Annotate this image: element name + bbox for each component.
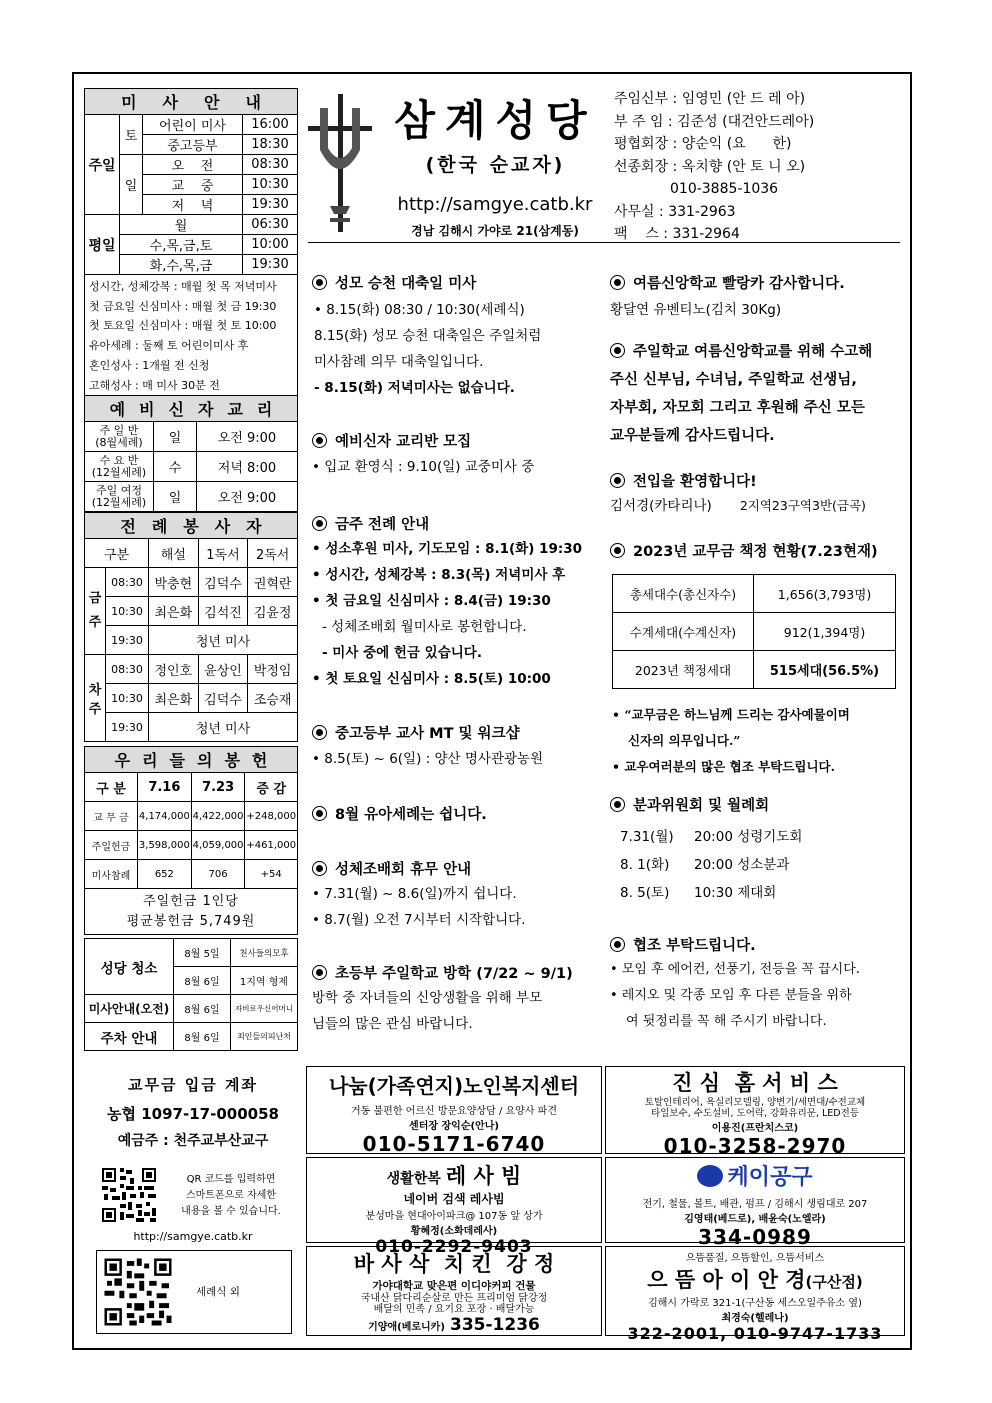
section-cooperation bbox=[610, 934, 902, 1035]
notice-line: • 입교 환영식 : 9.10(일) 교중미사 중 bbox=[312, 459, 535, 475]
section-title: 초등부 주일학교 방학 (7/22 ~ 9/1) bbox=[335, 966, 573, 982]
mass-name: 오 전 bbox=[143, 155, 243, 175]
newcomer-area: 2지역23구역3반(금곡) bbox=[739, 498, 866, 513]
col-header: 해설 bbox=[149, 539, 199, 568]
mass-table bbox=[84, 88, 298, 398]
staff-list bbox=[614, 88, 904, 246]
staff-funeral: 선종회장 : 옥치향 (안 토 니 오) bbox=[614, 158, 806, 175]
section-thanks-school bbox=[610, 338, 902, 450]
section-school-vacation bbox=[312, 962, 602, 1037]
qr-code-icon[interactable] bbox=[100, 1166, 158, 1224]
mass-time: 19:30 bbox=[243, 195, 298, 215]
ad-contact bbox=[307, 1315, 601, 1335]
commentator: 정인호 bbox=[149, 655, 199, 684]
class-name-text: 수 요 반 bbox=[99, 453, 139, 467]
value-716: 3,598,000 bbox=[138, 831, 192, 860]
ad-pretitle: 생활한복 bbox=[386, 1171, 441, 1187]
reader-2: 조승재 bbox=[248, 684, 298, 713]
note-line: 혼인성사 : 1개월 전 신청 bbox=[89, 358, 210, 372]
this-week-label: 금주 bbox=[85, 568, 106, 655]
qr-caption: 세례식 외 bbox=[196, 1286, 240, 1298]
col-header: 구 분 bbox=[85, 773, 138, 802]
office-phone: 사무실 : 331-2963 bbox=[614, 203, 736, 220]
catechumen-table bbox=[84, 395, 298, 512]
section-infant-baptism bbox=[312, 803, 602, 824]
bullet-icon bbox=[312, 433, 327, 448]
value-716: 652 bbox=[138, 860, 192, 889]
ad-k-tools[interactable] bbox=[605, 1157, 905, 1249]
notice-line: • 성시간, 성체강복 : 8.3(목) 저녁미사 후 bbox=[312, 567, 566, 583]
note-line: 첫 금요일 신심미사 : 매월 첫 금 19:30 bbox=[89, 299, 277, 313]
ad-line: 배달의 민족 / 요기요 포장 · 배달가능 bbox=[373, 1304, 535, 1315]
section-title: 여름신앙학교 빨랑카 감사합니다. bbox=[633, 276, 845, 292]
note-line: 첫 토요일 신심미사 : 매월 첫 토 10:00 bbox=[89, 319, 277, 333]
average-offering bbox=[85, 889, 298, 935]
value-diff: +461,000 bbox=[245, 831, 298, 860]
class-day: 일 bbox=[154, 422, 197, 452]
mass-name: 어린이 미사 bbox=[143, 115, 243, 135]
duty-group: 자비로우신어머니 bbox=[231, 995, 298, 1023]
staff-assistant: 부 주 임 : 김준성 (대건안드레아) bbox=[614, 113, 815, 130]
ad-line: 가야대학교 맞은편 이디야커피 건물 bbox=[372, 1280, 536, 1292]
class-baptism: (12월세례) bbox=[91, 465, 147, 479]
bullet-icon bbox=[610, 543, 625, 558]
parking-label: 주차 안내 bbox=[85, 1023, 174, 1051]
ad-senior-center[interactable] bbox=[306, 1066, 602, 1154]
notice-line: 황달연 유벤티노(김치 30Kg) bbox=[610, 302, 782, 318]
reader-2: 박정임 bbox=[248, 655, 298, 684]
church-url[interactable]: http://samgye.catb.kr bbox=[397, 194, 593, 215]
cleaning-label: 성당 청소 bbox=[85, 939, 174, 995]
bullet-icon bbox=[312, 965, 327, 980]
mass-time: 10:30 bbox=[106, 597, 149, 626]
notice-line: • 7.31(월) ~ 8.6(일)까지 쉽니다. bbox=[312, 886, 517, 902]
col-header: 1독서 bbox=[198, 539, 248, 568]
youth-mass: 청년 미사 bbox=[149, 626, 298, 655]
ad-line: 국내산 닭다리순살로 만든 프리미엄 닭강정 bbox=[360, 1293, 548, 1304]
ad-line: 이용진(프란치스코) bbox=[711, 1123, 799, 1134]
tithe-value: 912(1,394명) bbox=[754, 613, 896, 651]
class-name bbox=[85, 482, 154, 512]
tithe-key: 총세대수(총신자수) bbox=[613, 575, 754, 613]
bullet-icon bbox=[312, 275, 327, 290]
catechumen-header: 예비신자교리 bbox=[85, 396, 298, 422]
notice-line: 교우분들께 감사드립니다. bbox=[610, 428, 775, 444]
commentator: 최은화 bbox=[149, 597, 199, 626]
ad-title-row bbox=[606, 1264, 904, 1294]
section-title: 협조 부탁드립니다. bbox=[633, 938, 756, 954]
offering-table bbox=[84, 746, 298, 935]
mass-name: 화,수,목,금 bbox=[120, 255, 243, 275]
average-line-2: 평균봉헌금 5,749원 bbox=[126, 913, 256, 929]
qr-line: 내용을 볼 수 있습니다. bbox=[181, 1206, 281, 1217]
section-adoration bbox=[312, 858, 602, 933]
row-label: 교 무 금 bbox=[85, 802, 138, 831]
tithe-key: 2023년 책정세대 bbox=[613, 651, 754, 689]
tithe-value: 1,656(3,793명) bbox=[754, 575, 896, 613]
duties-table bbox=[84, 938, 298, 1051]
ad-line: 분성마을 현대아이파크@ 107동 앞 상가 bbox=[365, 1211, 543, 1222]
bullet-icon bbox=[610, 937, 625, 952]
section-liturgy-guide bbox=[312, 513, 602, 692]
section-title-row bbox=[312, 962, 602, 983]
value-723: 4,059,000 bbox=[191, 831, 245, 860]
section-assumption bbox=[312, 272, 602, 293]
value-diff: +248,000 bbox=[245, 802, 298, 831]
mass-time: 19:30 bbox=[106, 713, 149, 742]
note-line: 고해성사 : 매 미사 30분 전 bbox=[89, 378, 220, 392]
meeting-event: 20:00 성소분과 bbox=[694, 857, 790, 873]
notice-line: 여 뒷정리를 꼭 해 주시기 바랍니다. bbox=[626, 1014, 827, 1029]
value-723: 706 bbox=[191, 860, 245, 889]
col-header: 구분 bbox=[85, 539, 149, 568]
class-name bbox=[85, 452, 154, 482]
ad-line: 타일보수, 수도설비, 도어락, 강화유리문, LED전등 bbox=[651, 1108, 859, 1119]
section-thanks-summer bbox=[610, 272, 902, 323]
section-title-row bbox=[312, 430, 602, 451]
mass-notes bbox=[85, 275, 298, 398]
reader-1: 윤상인 bbox=[198, 655, 248, 684]
notice-line: - 성체조배회 월미사로 봉헌합니다. bbox=[322, 619, 527, 635]
youth-mass: 청년 미사 bbox=[149, 713, 298, 742]
section-title: 분과위원회 및 월례회 bbox=[633, 798, 770, 814]
newcomer-name: 김서경(카타리나) bbox=[610, 498, 712, 514]
next-week-label: 차주 bbox=[85, 655, 106, 742]
notice-line: • 8.15(화) 08:30 / 10:30(세례식) bbox=[314, 302, 525, 318]
col-header: 7.16 bbox=[138, 773, 192, 802]
class-time: 오전 9:00 bbox=[197, 422, 298, 452]
ad-title: 으 뜸 아 이 안 경 bbox=[647, 1268, 806, 1292]
commentator: 최은화 bbox=[149, 684, 199, 713]
church-subtitle: (한국 순교자) bbox=[425, 154, 566, 176]
notices-column-middle bbox=[312, 272, 602, 401]
liturgy-header: 전례봉사자 bbox=[85, 513, 298, 539]
notice-line: • 8.5(토) ~ 6(일) : 양산 명사관광농원 bbox=[312, 751, 544, 767]
meeting-date: 8. 1(화) bbox=[620, 857, 670, 873]
value-723: 4,422,000 bbox=[191, 802, 245, 831]
ad-line: 황혜정(소화데레사) bbox=[410, 1226, 498, 1237]
mass-name: 월 bbox=[120, 215, 243, 235]
notice-line: • 레지오 및 각종 모임 후 다른 분들을 위하 bbox=[610, 988, 852, 1003]
section-teacher-mt bbox=[312, 722, 602, 772]
notice-line: • 성소후원 미사, 기도모임 : 8.1(화) 19:30 bbox=[312, 541, 583, 557]
bullet-icon bbox=[610, 275, 625, 290]
class-day: 수 bbox=[154, 452, 197, 482]
mass-time: 16:00 bbox=[243, 115, 298, 135]
commentator: 박충현 bbox=[149, 568, 199, 597]
notice-line: - 8.15(화) 저녁미사는 없습니다. bbox=[314, 380, 515, 396]
notice-line bbox=[610, 338, 902, 366]
sunday-label: 주일 bbox=[85, 115, 120, 215]
reader-1: 김덕수 bbox=[198, 568, 248, 597]
note-line: 성시간, 성체강복 : 매월 첫 목 저녁미사 bbox=[89, 280, 277, 293]
notice-line: • 모임 후 에어컨, 선풍기, 전등을 꼭 끕시다. bbox=[610, 962, 860, 977]
offering-header: 우리들의봉헌 bbox=[85, 747, 298, 773]
section-title: 중고등부 교사 MT 및 워크샵 bbox=[335, 726, 520, 742]
staff-council: 평협회장 : 양순익 (요 한) bbox=[614, 136, 792, 152]
mass-name: 수,목,금,토 bbox=[120, 235, 243, 255]
reader-1: 김덕수 bbox=[198, 684, 248, 713]
mass-time: 08:30 bbox=[106, 568, 149, 597]
qr-line: 스마트폰으로 자세한 bbox=[185, 1190, 277, 1201]
col-header: 7.23 bbox=[191, 773, 245, 802]
mass-header: 미사안내 bbox=[85, 89, 298, 115]
ad-line: 토탈인테리어, 욕실리모델링, 양변기/세면대/수전교체 bbox=[644, 1097, 866, 1108]
class-baptism: (12월세례) bbox=[91, 495, 147, 509]
tithe-key: 수계세대(수계신자) bbox=[613, 613, 754, 651]
mass-time: 19:30 bbox=[243, 255, 298, 275]
ad-title-row bbox=[606, 1160, 904, 1191]
ad-line: 거동 불편한 어르신 방문요양상담 / 요양사 파견 bbox=[351, 1106, 557, 1117]
section-title-row bbox=[610, 272, 902, 293]
mass-name: 교 중 bbox=[143, 175, 243, 195]
section-title: 8월 유아세례는 쉽니다. bbox=[335, 807, 487, 823]
class-day: 일 bbox=[154, 482, 197, 512]
duty-date: 8월 6일 bbox=[174, 995, 231, 1023]
meeting-date: 7.31(월) bbox=[620, 829, 674, 845]
church-address: 경남 김해시 가야로 21(삼계동) bbox=[411, 224, 579, 238]
bullet-icon bbox=[312, 725, 327, 740]
weekday-label: 평일 bbox=[85, 215, 120, 275]
duty-group: 죄인들의피난처 bbox=[231, 1023, 298, 1051]
ad-title: 진 심 홈 서 비 스 bbox=[672, 1071, 838, 1095]
section-title-row bbox=[312, 858, 602, 879]
ad-phone: 322-2001, 010-9747-1733 bbox=[627, 1324, 883, 1343]
ad-home-service[interactable] bbox=[605, 1066, 905, 1158]
value-716: 4,174,000 bbox=[138, 802, 192, 831]
bank-account-box bbox=[86, 1066, 300, 1156]
meeting-line bbox=[620, 851, 902, 879]
ad-phone: 010-5171-6740 bbox=[362, 1132, 546, 1156]
meeting-date: 8. 5(토) bbox=[620, 885, 670, 901]
notice-line: 님들의 많은 관심 바랍니다. bbox=[312, 1016, 473, 1032]
bullet-icon bbox=[312, 516, 327, 531]
section-title-row bbox=[610, 794, 902, 815]
section-title-row bbox=[610, 540, 902, 561]
bullet-icon bbox=[312, 806, 327, 821]
account-holder: 예금주 : 천주교부산교구 bbox=[117, 1133, 269, 1149]
class-name-text: 주일 여정 bbox=[95, 483, 142, 497]
tithe-quote bbox=[612, 702, 904, 780]
qr-instructions bbox=[166, 1172, 296, 1220]
mass-time: 08:30 bbox=[106, 655, 149, 684]
ad-title: 케이공구 bbox=[727, 1165, 813, 1190]
average-line-1: 주일헌금 1인당 bbox=[143, 893, 239, 909]
duty-date: 8월 6일 bbox=[174, 1023, 231, 1051]
notice-line bbox=[610, 493, 902, 519]
k-logo-icon bbox=[697, 1165, 723, 1187]
mass-time: 10:00 bbox=[243, 235, 298, 255]
mass-time: 08:30 bbox=[243, 155, 298, 175]
ad-chicken[interactable] bbox=[306, 1246, 602, 1336]
section-title-row bbox=[610, 934, 902, 955]
duty-group: 천사들의모후 bbox=[231, 939, 298, 967]
section-title-row bbox=[312, 513, 602, 534]
ad-phone: 334-0989 bbox=[698, 1225, 812, 1249]
sunday-day-label: 일 bbox=[120, 155, 143, 215]
notice-line: 미사참례 의무 대축일입니다. bbox=[314, 354, 484, 370]
ad-line: 네이버 검색 레사빔 bbox=[403, 1192, 505, 1206]
notice-line: 방학 중 자녀들의 신앙생활을 위해 부모 bbox=[312, 990, 543, 1006]
section-title-row bbox=[312, 722, 602, 743]
account-title: 교무금 입금 계좌 bbox=[128, 1076, 258, 1094]
ad-branch: (구산점) bbox=[805, 1273, 863, 1291]
ad-line: 전기, 철물, 볼트, 배관, 펌프 / 김해시 생림대로 207 bbox=[642, 1199, 868, 1210]
ad-title: 나눔(가족연지)노인복지센터 bbox=[328, 1074, 580, 1098]
qr-url[interactable]: http://samgye.catb.kr bbox=[133, 1230, 253, 1243]
class-baptism: (8월세례) bbox=[95, 435, 143, 449]
fax-number: 팩 스 : 331-2964 bbox=[614, 226, 740, 242]
section-catechumen bbox=[312, 430, 602, 480]
meeting-line bbox=[620, 823, 902, 851]
notice-line: • 첫 토요일 신심미사 : 8.5(토) 10:00 bbox=[312, 671, 551, 687]
mass-time: 06:30 bbox=[243, 215, 298, 235]
liturgy-table bbox=[84, 512, 298, 742]
qr-line: QR 코드를 입력하면 bbox=[186, 1174, 276, 1185]
ad-line: 최경숙(헬레나) bbox=[721, 1313, 789, 1324]
note-line: 유아세례 : 둘째 토 어린이미사 후 bbox=[89, 339, 249, 353]
notice-line: • 첫 금요일 신심미사 : 8.4(금) 19:30 bbox=[312, 593, 551, 609]
section-title: 예비신자 교리반 모집 bbox=[335, 434, 472, 450]
col-header: 2독서 bbox=[248, 539, 298, 568]
notice-line: • 8.7(월) 오전 7시부터 시작합니다. bbox=[312, 912, 526, 928]
tithe-table bbox=[612, 574, 896, 689]
bullet-icon bbox=[312, 861, 327, 876]
quote-line: • 교우여러분의 많은 협조 부탁드립니다. bbox=[612, 759, 835, 774]
section-title: 2023년 교무금 책정 현황(7.23현재) bbox=[633, 544, 878, 560]
section-title: 성체조배회 휴무 안내 bbox=[335, 862, 472, 878]
meeting-line bbox=[620, 879, 902, 907]
mass-time: 19:30 bbox=[106, 626, 149, 655]
bullet-icon bbox=[610, 343, 625, 358]
quote-line: • “교무금은 하느님께 드리는 감사예물이며 bbox=[612, 707, 850, 722]
col-header: 증 감 bbox=[245, 773, 298, 802]
value-diff: +54 bbox=[245, 860, 298, 889]
ad-title-row bbox=[307, 1160, 601, 1190]
bullet-icon bbox=[610, 797, 625, 812]
notice-line: 8.15(화) 성모 승천 대축일은 주일처럼 bbox=[314, 328, 542, 344]
bullet-icon bbox=[610, 473, 625, 488]
staff-priest: 주임신부 : 임영민 (안 드 레 아) bbox=[614, 91, 806, 107]
ad-owner: 기양애(베로니카) bbox=[368, 1322, 445, 1333]
ad-line: 으뜸품질, 으뜸할인, 으뜸서비스 bbox=[685, 1253, 825, 1264]
notice-text: 주일학교 여름신앙학교를 위해 수고해 bbox=[633, 344, 873, 360]
ad-phone: 010-3258-2970 bbox=[663, 1134, 847, 1158]
class-name bbox=[85, 422, 154, 452]
row-label: 미사참례 bbox=[85, 860, 138, 889]
ad-line: 김영태(베드로), 배윤숙(노엘라) bbox=[684, 1214, 826, 1225]
meeting-event: 20:00 성령기도회 bbox=[694, 829, 803, 845]
class-name-text: 주 일 반 bbox=[99, 423, 139, 437]
section-title: 금주 전례 안내 bbox=[335, 517, 430, 533]
mass-time: 10:30 bbox=[243, 175, 298, 195]
notice-line: - 미사 중에 헌금 있습니다. bbox=[322, 645, 482, 661]
usher-label: 미사안내(오전) bbox=[85, 995, 174, 1023]
section-title: 전입을 환영합니다! bbox=[633, 474, 757, 490]
ad-title: 바 사 삭 치 킨 강 정 bbox=[353, 1252, 555, 1276]
section-title-row bbox=[610, 470, 902, 491]
duty-date: 8월 6일 bbox=[174, 967, 231, 995]
section-tithe-status bbox=[610, 540, 902, 561]
ad-hanbok[interactable] bbox=[306, 1157, 602, 1257]
reader-1: 김석진 bbox=[198, 597, 248, 626]
section-title: 성모 승천 대축일 미사 bbox=[335, 276, 477, 292]
class-time: 오전 9:00 bbox=[197, 482, 298, 512]
ad-phone: 335-1236 bbox=[450, 1315, 540, 1335]
section-welcome bbox=[610, 470, 902, 519]
saturday-label: 토 bbox=[120, 115, 143, 155]
notice-line: 주신 신부님, 수녀님, 주일학교 선생님, bbox=[610, 372, 857, 388]
church-name: 삼계성당 bbox=[394, 96, 597, 145]
ad-title: 레 사 빔 bbox=[445, 1164, 522, 1188]
duty-group: 1지역 형제 bbox=[231, 967, 298, 995]
mass-name: 중고등부 bbox=[143, 135, 243, 155]
staff-funeral-phone: 010-3885-1036 bbox=[670, 181, 779, 197]
section-committee bbox=[610, 794, 902, 907]
church-logo-icon bbox=[300, 88, 380, 238]
ad-optical[interactable] bbox=[605, 1246, 905, 1343]
mass-time: 18:30 bbox=[243, 135, 298, 155]
reader-2: 김윤정 bbox=[248, 597, 298, 626]
meeting-event: 10:30 제대회 bbox=[694, 885, 777, 901]
tithe-value: 515세대(56.5%) bbox=[754, 651, 896, 689]
class-time: 저녁 8:00 bbox=[197, 452, 298, 482]
quote-line: 신자의 의무입니다.” bbox=[628, 733, 741, 748]
mass-time: 10:30 bbox=[106, 684, 149, 713]
row-label: 주일헌금 bbox=[85, 831, 138, 860]
ad-line: 김해시 가락로 321-1(구산동 세스오일주유소 옆) bbox=[648, 1298, 862, 1309]
ad-line: 센터장 장익순(안나) bbox=[409, 1121, 499, 1132]
qr-code-icon[interactable] bbox=[102, 1256, 174, 1328]
duty-date: 8월 5일 bbox=[174, 939, 231, 967]
reader-2: 권혁란 bbox=[248, 568, 298, 597]
account-number: 농협 1097-17-000058 bbox=[107, 1105, 279, 1123]
notice-line: 자부회, 자모회 그리고 후원해 주신 모든 bbox=[610, 400, 865, 416]
mass-name: 저 녁 bbox=[143, 195, 243, 215]
section-title-row bbox=[312, 803, 602, 824]
ad-phone: 010-2292-9403 bbox=[375, 1237, 533, 1257]
